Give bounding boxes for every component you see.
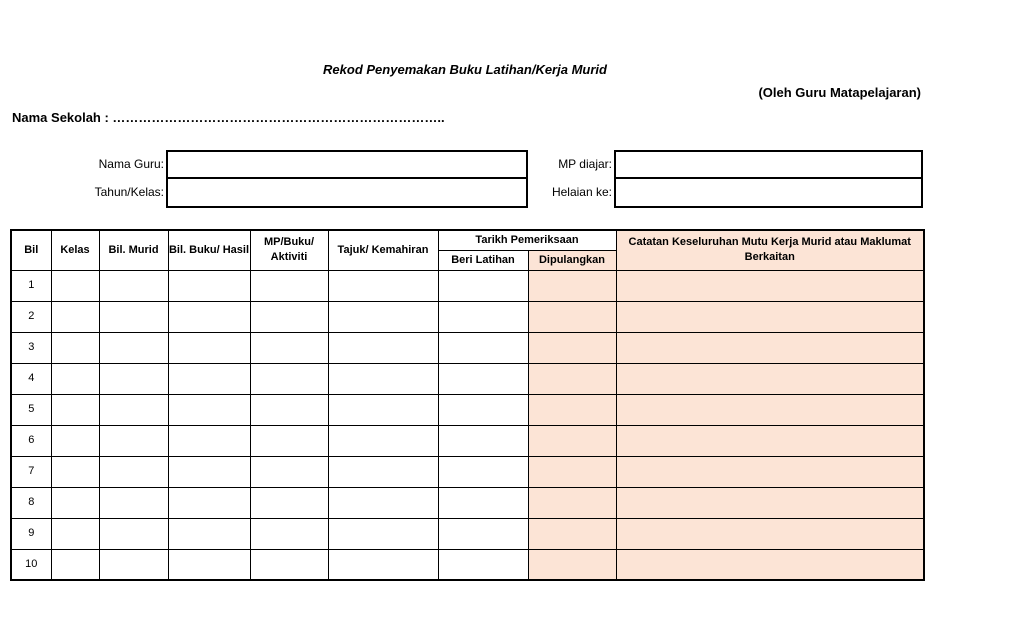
page-title: Rekod Penyemakan Buku Latihan/Kerja Murid — [323, 62, 607, 77]
cell-mp-buku[interactable] — [250, 518, 328, 549]
mp-diajar-label: MP diajar: — [558, 157, 612, 171]
cell-tajuk[interactable] — [328, 270, 438, 301]
cell-kelas[interactable] — [51, 332, 99, 363]
cell-bil-murid[interactable] — [99, 456, 168, 487]
cell-mp-buku[interactable] — [250, 363, 328, 394]
tahun-kelas-label: Tahun/Kelas: — [94, 185, 164, 199]
cell-beri-latihan[interactable] — [438, 456, 528, 487]
cell-bil-murid[interactable] — [99, 270, 168, 301]
cell-kelas[interactable] — [51, 518, 99, 549]
cell-beri-latihan[interactable] — [438, 394, 528, 425]
cell-bil-buku[interactable] — [168, 549, 250, 580]
cell-catatan[interactable] — [616, 487, 924, 518]
header-kelas: Kelas — [51, 230, 99, 270]
table-row — [11, 270, 924, 301]
nama-guru-label: Nama Guru: — [98, 157, 164, 171]
cell-bil-murid[interactable] — [99, 487, 168, 518]
cell-beri-latihan[interactable] — [438, 332, 528, 363]
cell-tajuk[interactable] — [328, 332, 438, 363]
cell-dipulangkan[interactable] — [528, 425, 616, 456]
cell-bil-murid[interactable] — [99, 363, 168, 394]
cell-dipulangkan[interactable] — [528, 332, 616, 363]
cell-mp-buku[interactable] — [250, 270, 328, 301]
cell-beri-latihan[interactable] — [438, 363, 528, 394]
cell-kelas[interactable] — [51, 456, 99, 487]
table-row — [11, 549, 924, 580]
cell-dipulangkan[interactable] — [528, 270, 616, 301]
table-body — [11, 270, 924, 580]
cell-catatan[interactable] — [616, 270, 924, 301]
record-table — [10, 229, 925, 581]
cell-tajuk[interactable] — [328, 394, 438, 425]
cell-kelas[interactable] — [51, 425, 99, 456]
row-number: 3 — [11, 332, 51, 363]
cell-catatan[interactable] — [616, 363, 924, 394]
header-dipulangkan: Dipulangkan — [528, 250, 616, 270]
cell-catatan[interactable] — [616, 518, 924, 549]
cell-tajuk[interactable] — [328, 487, 438, 518]
helaian-field[interactable] — [614, 177, 923, 208]
cell-mp-buku[interactable] — [250, 332, 328, 363]
row-number: 8 — [11, 487, 51, 518]
cell-bil-murid[interactable] — [99, 394, 168, 425]
cell-dipulangkan[interactable] — [528, 518, 616, 549]
row-number: 4 — [11, 363, 51, 394]
cell-bil-buku[interactable] — [168, 394, 250, 425]
cell-catatan[interactable] — [616, 394, 924, 425]
row-number: 7 — [11, 456, 51, 487]
cell-dipulangkan[interactable] — [528, 363, 616, 394]
cell-bil-buku[interactable] — [168, 301, 250, 332]
row-number: 10 — [11, 549, 51, 580]
cell-catatan[interactable] — [616, 332, 924, 363]
header-bil-murid: Bil. Murid — [99, 230, 168, 270]
cell-mp-buku[interactable] — [250, 394, 328, 425]
cell-beri-latihan[interactable] — [438, 425, 528, 456]
row-number: 9 — [11, 518, 51, 549]
table-row — [11, 394, 924, 425]
cell-bil-buku[interactable] — [168, 270, 250, 301]
cell-mp-buku[interactable] — [250, 487, 328, 518]
cell-bil-murid[interactable] — [99, 549, 168, 580]
cell-bil-buku[interactable] — [168, 487, 250, 518]
cell-kelas[interactable] — [51, 487, 99, 518]
table-row — [11, 456, 924, 487]
cell-tajuk[interactable] — [328, 301, 438, 332]
row-number: 2 — [11, 301, 51, 332]
cell-kelas[interactable] — [51, 363, 99, 394]
cell-bil-buku[interactable] — [168, 425, 250, 456]
cell-dipulangkan[interactable] — [528, 549, 616, 580]
table-row — [11, 332, 924, 363]
page-subtitle: (Oleh Guru Matapelajaran) — [758, 85, 921, 100]
row-number: 6 — [11, 425, 51, 456]
cell-mp-buku[interactable] — [250, 301, 328, 332]
header-bil-buku: Bil. Buku/ Hasil — [168, 230, 250, 270]
cell-bil-murid[interactable] — [99, 301, 168, 332]
cell-catatan[interactable] — [616, 425, 924, 456]
cell-bil-buku[interactable] — [168, 332, 250, 363]
table-row — [11, 487, 924, 518]
cell-mp-buku[interactable] — [250, 425, 328, 456]
cell-bil-buku[interactable] — [168, 363, 250, 394]
cell-tajuk[interactable] — [328, 549, 438, 580]
cell-bil-murid[interactable] — [99, 332, 168, 363]
cell-tajuk[interactable] — [328, 518, 438, 549]
nama-guru-field[interactable] — [166, 150, 528, 179]
header-beri-latihan: Beri Latihan — [438, 250, 528, 270]
table-row — [11, 363, 924, 394]
row-number: 5 — [11, 394, 51, 425]
cell-dipulangkan[interactable] — [528, 487, 616, 518]
cell-kelas[interactable] — [51, 301, 99, 332]
tahun-kelas-field[interactable] — [166, 177, 528, 208]
mp-diajar-field[interactable] — [614, 150, 923, 179]
header-tajuk: Tajuk/ Kemahiran — [328, 230, 438, 270]
table-row — [11, 518, 924, 549]
cell-tajuk[interactable] — [328, 363, 438, 394]
cell-kelas[interactable] — [51, 270, 99, 301]
cell-catatan[interactable] — [616, 301, 924, 332]
cell-beri-latihan[interactable] — [438, 549, 528, 580]
cell-dipulangkan[interactable] — [528, 394, 616, 425]
school-name-line: Nama Sekolah : ………………………………………………………………….. — [12, 110, 445, 125]
cell-beri-latihan[interactable] — [438, 487, 528, 518]
cell-catatan[interactable] — [616, 456, 924, 487]
table-row — [11, 301, 924, 332]
header-tarikh: Tarikh Pemeriksaan — [438, 230, 616, 250]
table-row — [11, 425, 924, 456]
cell-tajuk[interactable] — [328, 425, 438, 456]
cell-kelas[interactable] — [51, 394, 99, 425]
cell-dipulangkan[interactable] — [528, 456, 616, 487]
cell-catatan[interactable] — [616, 549, 924, 580]
header-catatan: Catatan Keseluruhan Mutu Kerja Murid atau Maklumat Berkaitan — [616, 230, 924, 270]
cell-dipulangkan[interactable] — [528, 301, 616, 332]
cell-bil-buku[interactable] — [168, 456, 250, 487]
cell-bil-murid[interactable] — [99, 425, 168, 456]
header-bil: Bil — [11, 230, 51, 270]
header-mp-buku: MP/Buku/ Aktiviti — [250, 230, 328, 270]
helaian-label: Helaian ke: — [551, 185, 612, 199]
cell-mp-buku[interactable] — [250, 549, 328, 580]
cell-beri-latihan[interactable] — [438, 270, 528, 301]
cell-beri-latihan[interactable] — [438, 301, 528, 332]
cell-bil-murid[interactable] — [99, 518, 168, 549]
row-number: 1 — [11, 270, 51, 301]
cell-tajuk[interactable] — [328, 456, 438, 487]
cell-beri-latihan[interactable] — [438, 518, 528, 549]
cell-bil-buku[interactable] — [168, 518, 250, 549]
cell-mp-buku[interactable] — [250, 456, 328, 487]
cell-kelas[interactable] — [51, 549, 99, 580]
